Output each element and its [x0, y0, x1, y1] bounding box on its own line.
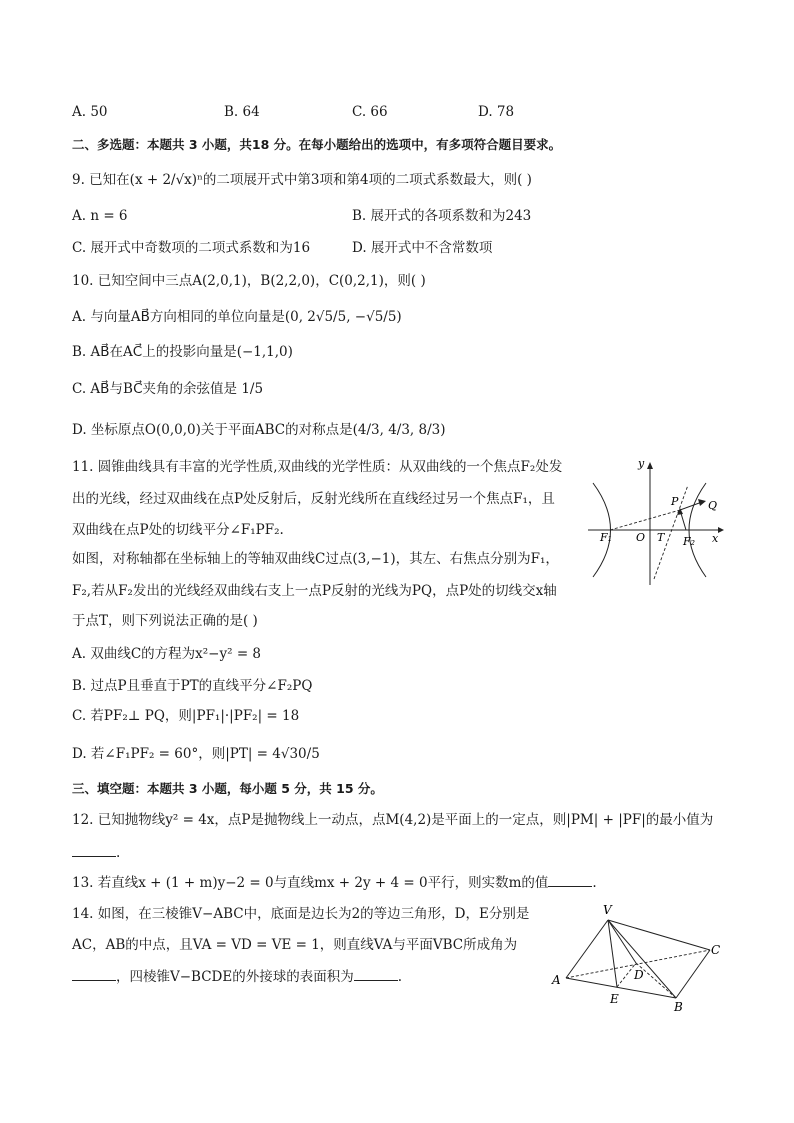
label-c: C: [711, 943, 721, 957]
label-p: P: [671, 495, 679, 508]
q11-option-c: C. 若PF₂⊥ PQ，则|PF₁|·|PF₂| = 18: [72, 708, 300, 724]
q11-line-4: 如图，对称轴都在坐标轴上的等轴双曲线C过点(3,−1)，其左、右焦点分别为F₁，: [72, 551, 559, 567]
q13-suffix: .: [592, 875, 597, 891]
ray-p-q: [680, 502, 702, 510]
q8-option-b: B. 64: [224, 104, 260, 120]
label-o: O: [636, 531, 646, 544]
q11-option-d: D. 若∠F₁PF₂ = 60°，则|PT| = 4√30/5: [72, 746, 320, 762]
edge-bc: [676, 950, 710, 998]
label-v: V: [603, 903, 612, 917]
edge-ab: [566, 978, 676, 998]
q9-option-d: D. 展开式中不含常数项: [352, 240, 493, 256]
q14-answer-blank-2[interactable]: [354, 968, 398, 981]
label-t: T: [657, 531, 665, 544]
q11-line-2: 出的光线，经过双曲线在点P处反射后，反射光线所在直线经过另一个焦点F₁，且: [72, 491, 555, 507]
q11-option-a: A. 双曲线C的方程为x²−y² = 8: [72, 646, 262, 662]
q14-answer-blank-1[interactable]: [72, 968, 116, 981]
q14-line-1: 14. 如图，在三棱锥V−ABC中，底面是边长为2的等边三角形，D，E分别是: [72, 906, 530, 922]
q10-option-d: D. 坐标原点O(0,0,0)关于平面ABC的对称点是(4/3, 4/3, 8/3): [72, 422, 446, 438]
label-q: Q: [708, 499, 718, 512]
q9-option-c: C. 展开式中奇数项的二项式系数和为16: [72, 240, 311, 256]
ray-p-q-arrow: [698, 499, 706, 506]
q9-stem: 9. 已知在(x + 2/√x)ⁿ的二项展开式中第3项和第4项的二项式系数最大，则( ): [72, 172, 532, 188]
q11-line-3: 双曲线在点P处的切线平分∠F₁PF₂.: [72, 522, 284, 538]
q8-option-a: A. 50: [72, 104, 108, 120]
q8-option-c: C. 66: [352, 104, 388, 120]
q14-line-3: [72, 968, 402, 986]
q14-line-3-mid: ，四棱锥V−BCDE的外接球的表面积为: [116, 969, 354, 985]
q12-line-1: 12. 已知抛物线y² = 4x，点P是抛物线上一动点，点M(4,2)是平面上的一定点，则|PM| + |PF|的最小值为: [72, 812, 714, 828]
edge-vd: [608, 920, 636, 963]
x-axis-arrow: [718, 527, 724, 533]
label-y: y: [638, 457, 645, 470]
q10-stem: 10. 已知空间中三点A(2,0,1)，B(2,2,0)，C(0,2,1)，则( ): [72, 273, 426, 289]
label-a: A: [552, 973, 561, 987]
section3-header: 三、填空题：本题共 3 小题，每小题 5 分，共 15 分。: [72, 781, 383, 796]
q11-line-1: 11. 圆锥曲线具有丰富的光学性质,双曲线的光学性质：从双曲线的一个焦点F₂处发: [72, 459, 563, 475]
tetrahedron-figure: [548, 900, 728, 1018]
line-f1-p: [610, 510, 680, 530]
q12-suffix: .: [116, 845, 121, 861]
q12-line-2: [72, 844, 120, 862]
q10-option-b: B. AB⃗在AC⃗上的投影向量是(−1,1,0): [72, 344, 293, 360]
q10-option-c: C. AB⃗与BC⃗夹角的余弦值是 1/5: [72, 381, 264, 397]
q11-line-6: 于点T，则下列说法正确的是( ): [72, 613, 258, 629]
q8-option-d: D. 78: [478, 104, 515, 120]
edge-va: [566, 920, 608, 978]
q10-option-a: A. 与向量AB⃗方向相同的单位向量是(0, 2√5/5, −√5/5): [72, 309, 402, 325]
edge-vc: [608, 920, 710, 950]
q14-line-3-end: .: [397, 969, 403, 985]
label-d: D: [634, 968, 644, 982]
y-axis-arrow: [647, 462, 653, 469]
q13-line: [72, 874, 597, 892]
label-f1: F₁: [600, 531, 613, 544]
q9-option-b: B. 展开式的各项系数和为243: [352, 208, 532, 224]
q12-answer-blank[interactable]: [72, 844, 116, 857]
q13-answer-blank[interactable]: [548, 874, 592, 887]
q9-option-a: A. n = 6: [72, 208, 128, 224]
label-b: B: [674, 1000, 683, 1014]
q11-option-b: B. 过点P且垂直于PT的直线平分∠F₂PQ: [72, 678, 313, 694]
q14-line-2: AC，AB的中点，且VA = VD = VE = 1，则直线VA与平面VBC所成角为: [72, 937, 518, 953]
label-f2: F₂: [683, 535, 696, 548]
section2-header: 二、多选题：本题共 3 小题，共18 分。在每小题给出的选项中，有多项符合题目要求。: [72, 137, 562, 152]
edge-ve: [608, 920, 617, 987]
label-e: E: [610, 992, 619, 1006]
label-x: x: [712, 532, 719, 545]
hyperbola-figure: [588, 455, 728, 590]
q11-line-5: F₂,若从F₂发出的光线经双曲线右支上一点P反射的光线为PQ，点P处的切线交x轴: [72, 583, 557, 599]
q13-text: 13. 若直线x + (1 + m)y−2 = 0与直线mx + 2y + 4 = 0平行，则实数m的值: [72, 875, 549, 891]
